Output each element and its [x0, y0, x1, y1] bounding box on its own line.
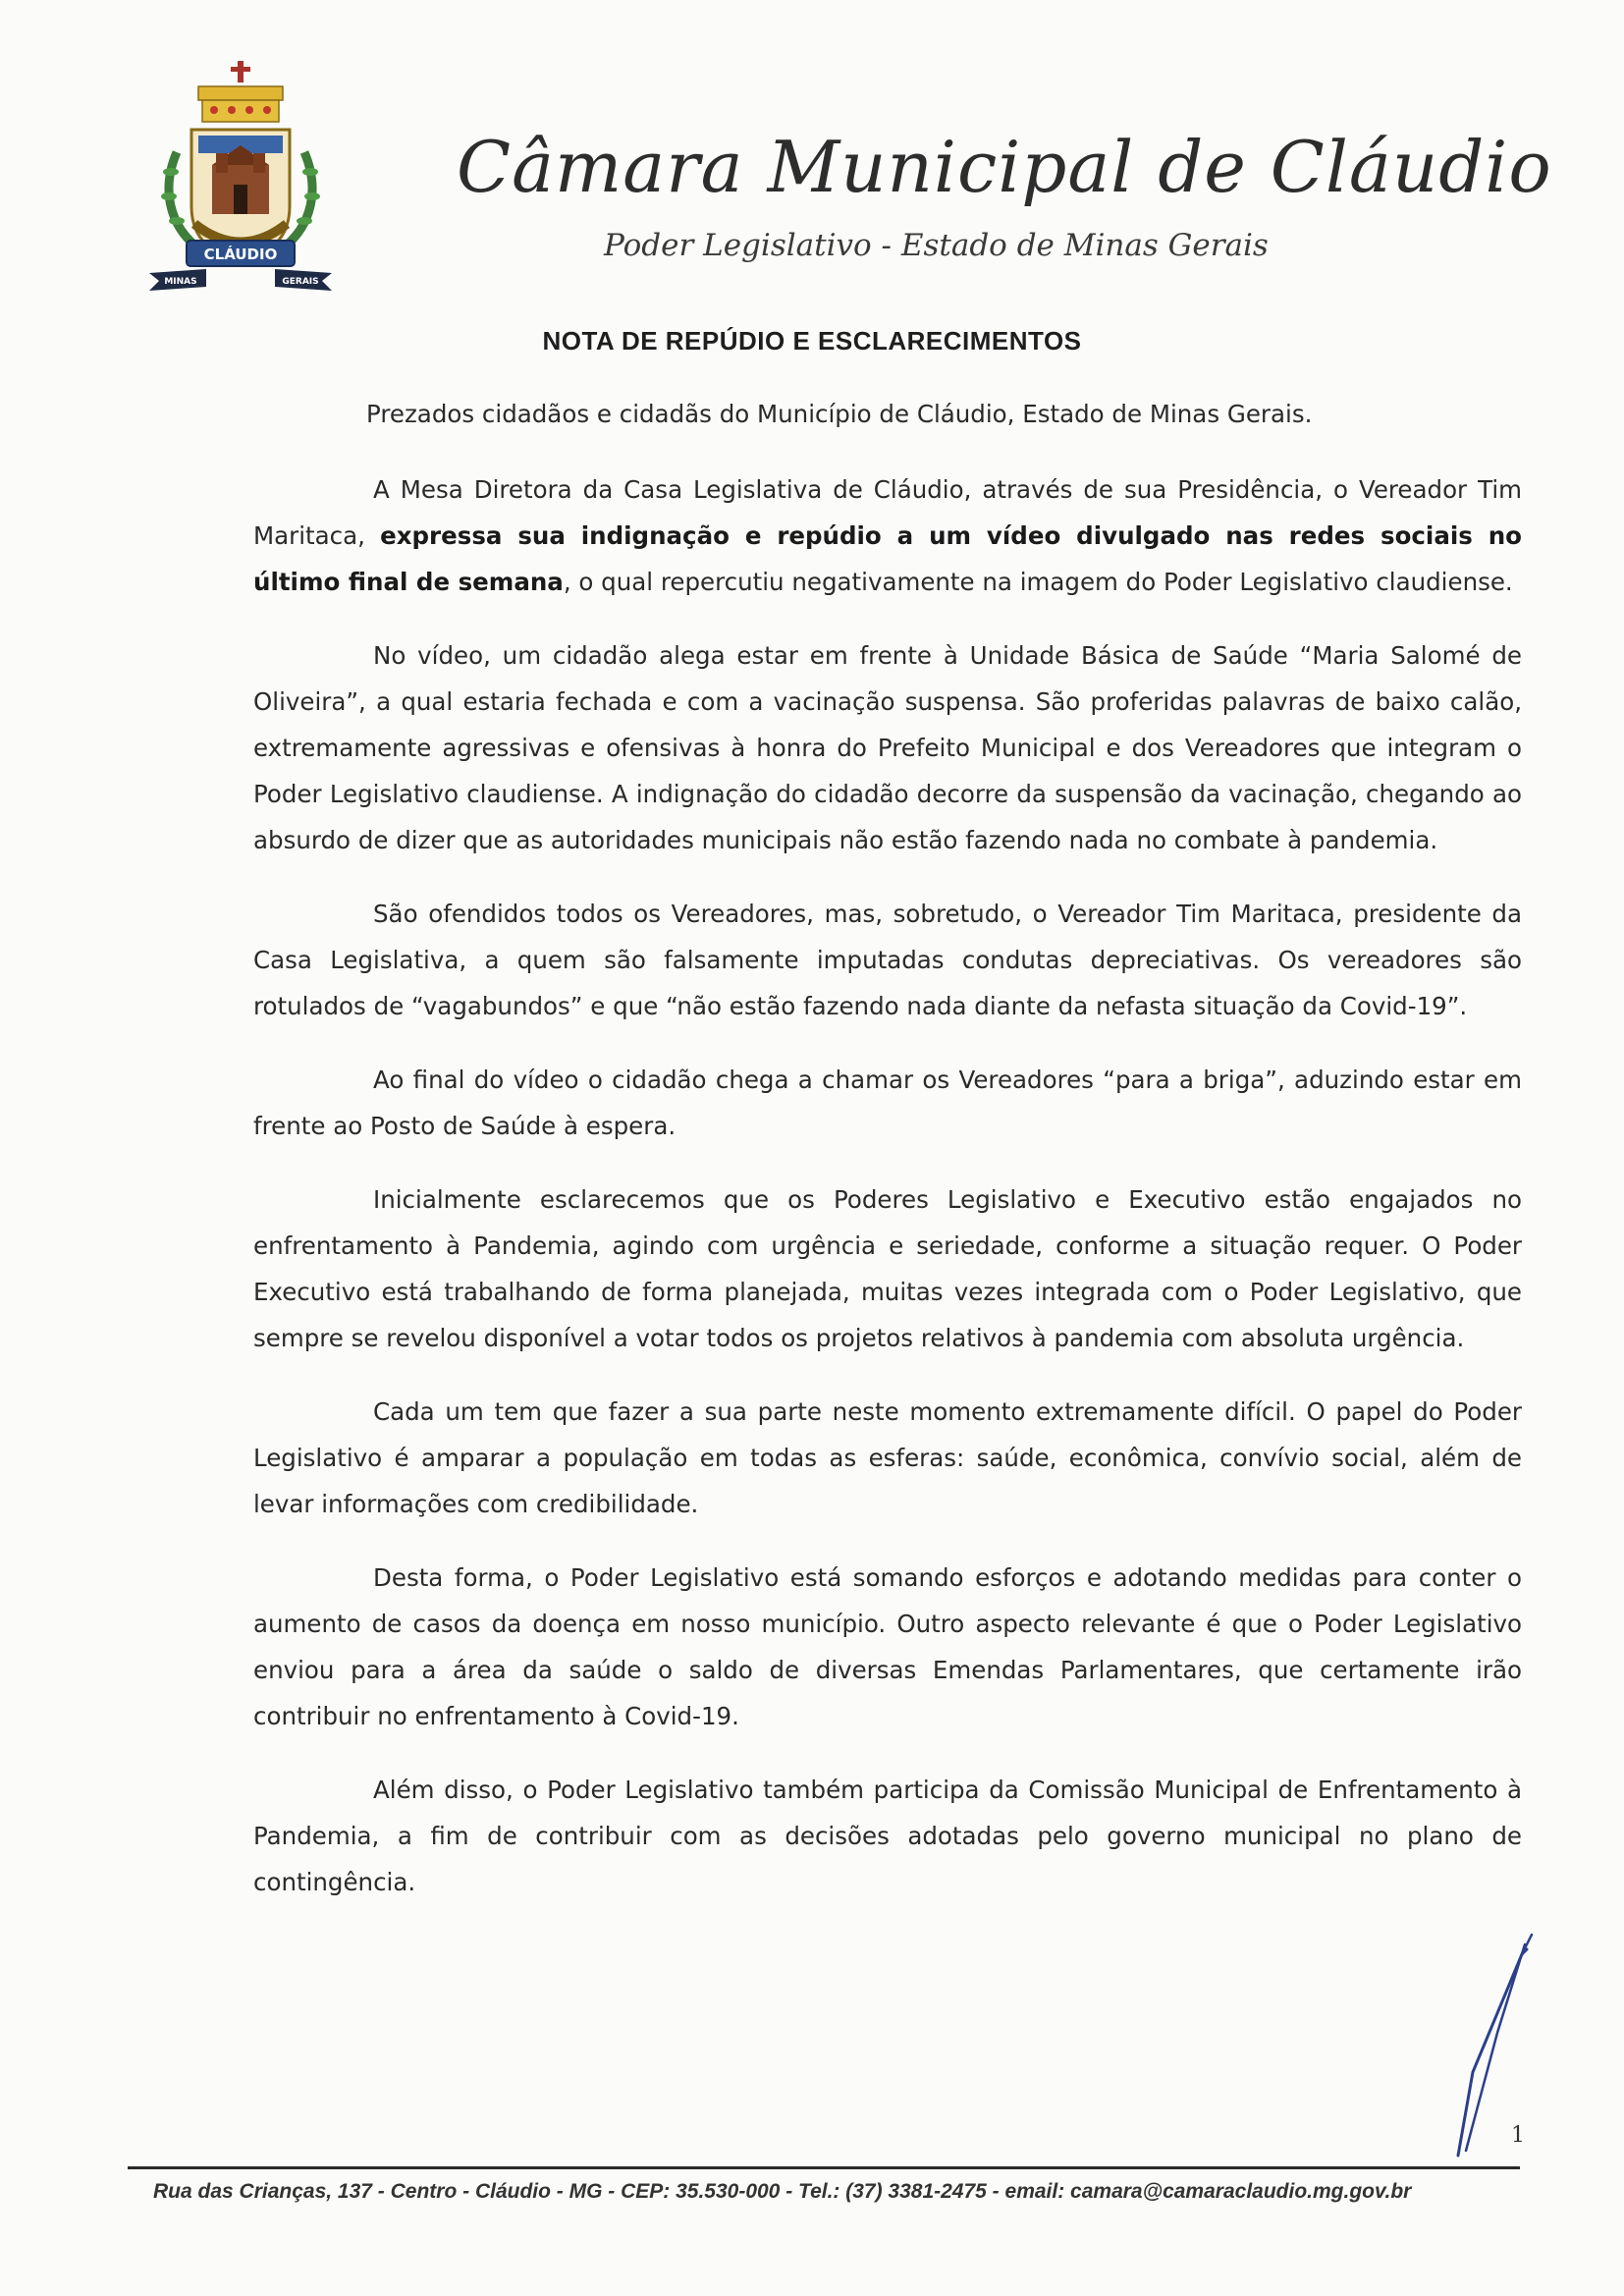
page-number: 1: [1511, 2123, 1525, 2148]
institution-subtitle: Poder Legislativo - Estado de Minas Gerais: [604, 228, 1269, 263]
document-title: NOTA DE REPÚDIO E ESCLARECIMENTOS: [542, 326, 1082, 355]
document-body: [253, 391, 1522, 1933]
paragraph-8: Além disso, o Poder Legislativo também participa da Comissão Municipal de Enfrentamento à Pandemia, a fim de contribuir com as decisões adotadas pelo governo municipal no plano de contingência.: [253, 1776, 1522, 1896]
crest-banner-text: CLÁUDIO: [203, 246, 278, 263]
footer-address: Rua das Crianças, 137 - Centro - Cláudio - MG - CEP: 35.530-000 - Tel.: (37) 3381-2475 - email: camara@camaraclaudio.mg.gov.br: [153, 2180, 1412, 2203]
paragraph-6: Cada um tem que fazer a sua parte neste momento extremamente difícil. O papel do Poder Legislativo é amparar a população em todas as esferas: saúde, econômica, convívio social, além de levar informações com credibilidade.: [253, 1397, 1522, 1518]
crest-left-ribbon-text: MINAS: [164, 277, 197, 287]
greeting-paragraph: Prezados cidadãos e cidadãs do Município de Cláudio, Estado de Minas Gerais.: [366, 400, 1313, 428]
paragraph-1-emphasis: expressa sua indignação e repúdio a um vídeo divulgado nas redes sociais no último final de semana: [253, 521, 1522, 596]
paragraph-4: Ao final do vídeo o cidadão chega a chamar os Vereadores “para a briga”, aduzindo estar em frente ao Posto de Saúde à espera.: [253, 1066, 1522, 1140]
paragraph-1: [253, 466, 1522, 605]
paragraph-1-intro: A Mesa Diretora da Casa Legislativa de Cláudio, através de sua Presidência, o Vereador Tim Maritaca,: [253, 475, 1522, 550]
signature-icon: [1429, 1925, 1546, 2160]
paragraph-3: São ofendidos todos os Vereadores, mas, sobretudo, o Vereador Tim Maritaca, presidente da Casa Legislativa, a quem são falsamente imputadas condutas depreciativas. Os vereadores são rotulados de “vagabundos” e que “não estão fazendo nada diante da nefasta situação da Covid-19”.: [253, 900, 1522, 1020]
paragraph-1-end: , o qual repercutiu negativamente na imagem do Poder Legislativo claudiense.: [563, 568, 1513, 596]
paragraph-2: No vídeo, um cidadão alega estar em frente à Unidade Básica de Saúde “Maria Salomé de Oliveira”, a qual estaria fechada e com a vacinação suspensa. São proferidas palavras de baixo calão, extremamente agressivas e ofensivas à honra do Prefeito Municipal e dos Vereadores que integram o Poder Legislativo claudiense. A indignação do cidadão decorre da suspensão da vacinação, chegando ao absurdo de dizer que as autoridades municipais não estão fazendo nada no combate à pandemia.: [253, 641, 1522, 854]
crest-right-ribbon-text: GERAIS: [282, 277, 319, 287]
paragraph-7: Desta forma, o Poder Legislativo está somando esforços e adotando medidas para conter o aumento de casos da doença em nosso município. Outro aspecto relevante é que o Poder Legislativo enviou para a área da saúde o saldo de diversas Emendas Parlamentares, que certamente irão contribuir no enfrentamento à Covid-19.: [253, 1563, 1522, 1730]
footer-divider: [128, 2166, 1520, 2169]
institution-title: Câmara Municipal de Cláudio: [457, 126, 1552, 208]
paragraph-5: Inicialmente esclarecemos que os Poderes Legislativo e Executivo estão engajados no enfrentamento à Pandemia, agindo com urgência e seriedade, conforme a situação requer. O Poder Executivo está trabalhando de forma planejada, muitas vezes integrada com o Poder Legislativo, que sempre se revelou disponível a votar todos os projetos relativos à pandemia com absoluta urgência.: [253, 1185, 1522, 1352]
coat-of-arms-icon: [147, 59, 334, 304]
